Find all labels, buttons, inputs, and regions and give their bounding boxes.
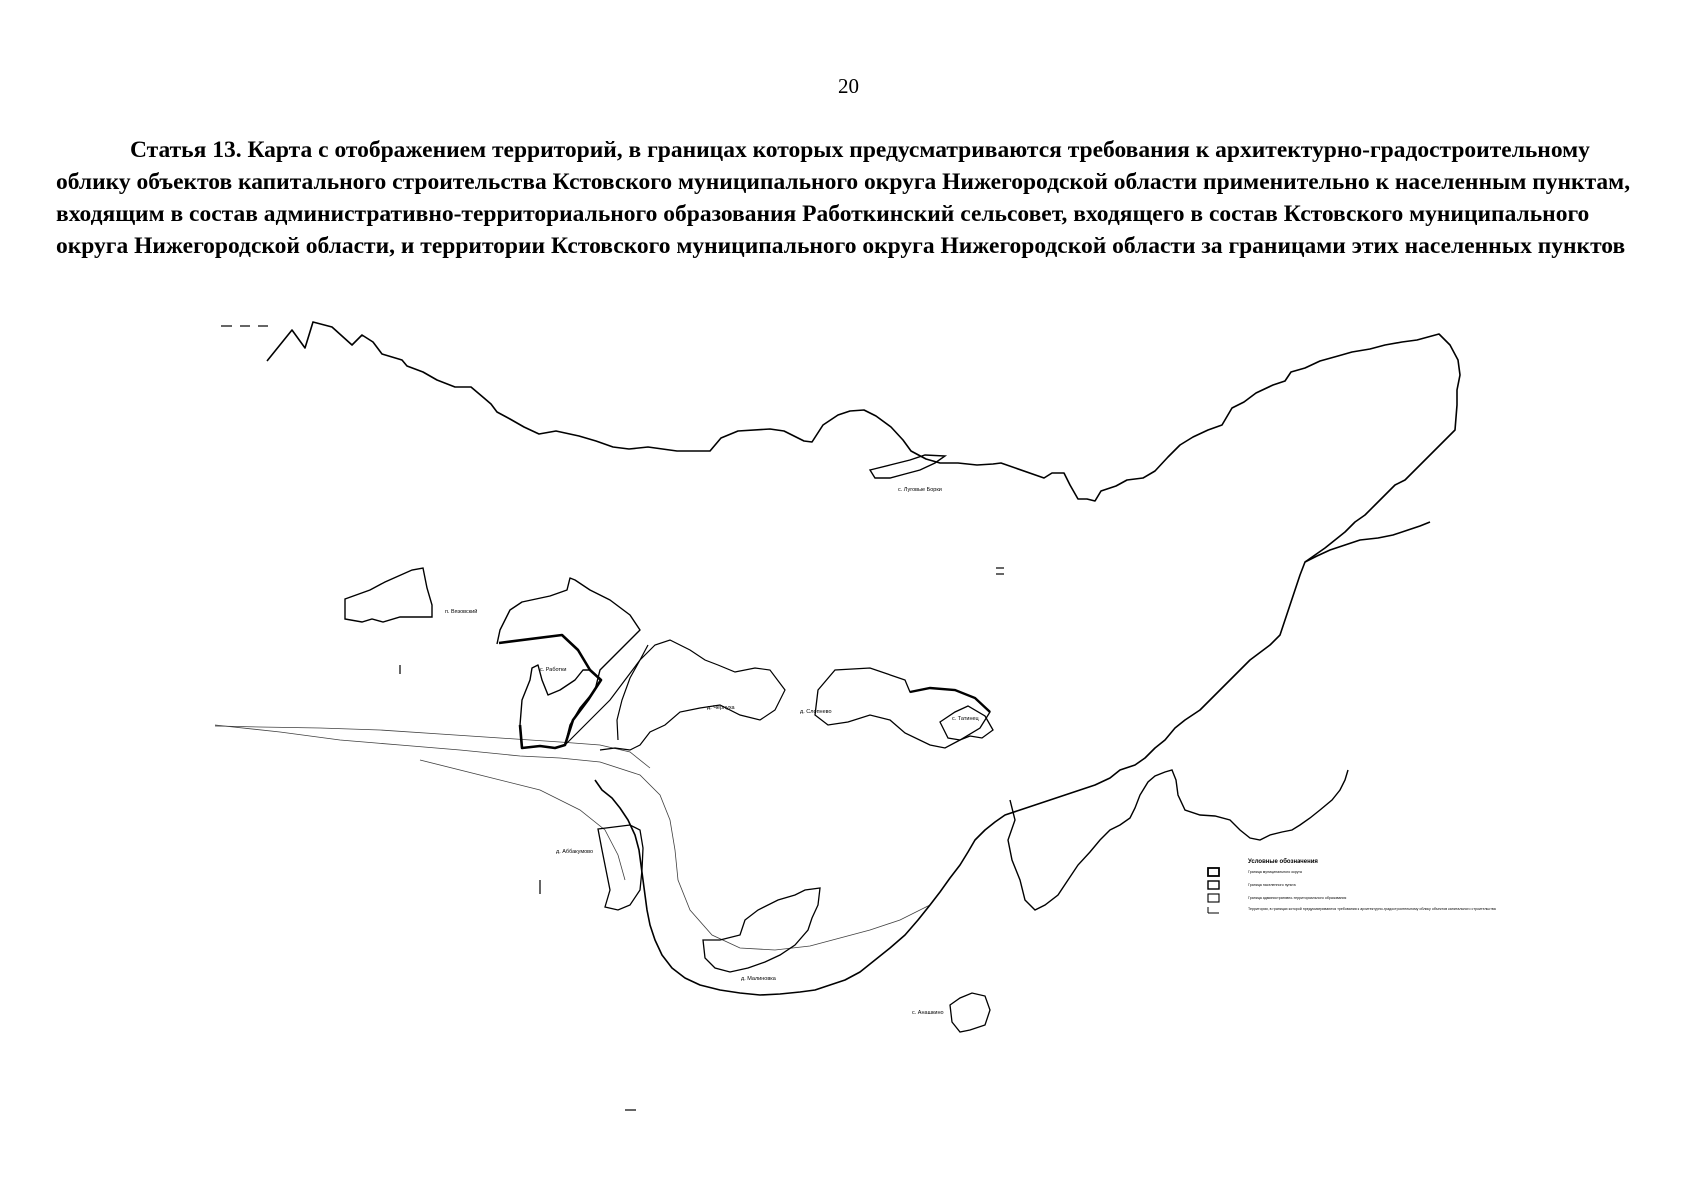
legend [1208, 858, 1496, 913]
slopnevo-area [815, 668, 993, 748]
settlement-vyazovsky [345, 568, 432, 622]
river-bank-south [215, 725, 930, 950]
rabotki-area [497, 578, 640, 748]
legend-item-admin: Граница административно-территориального образования [1248, 896, 1347, 900]
label-anashkino: с. Анашкино [912, 1010, 944, 1016]
label-lugovye-borki: с. Луговые Борки [898, 487, 942, 493]
slopnevo-bold-edge [910, 688, 990, 712]
district-boundary [267, 322, 1460, 995]
legend-item-district: Граница муниципального округа [1248, 870, 1302, 874]
river-banks [215, 725, 930, 950]
district-boundary-north [267, 322, 1460, 995]
settlement-rabotki-inner [520, 665, 590, 725]
label-abbakumovo: д. Аббакумово [556, 849, 594, 855]
label-slopnevo: д. Слопнево [800, 709, 832, 715]
label-chernukha: д. Чернуха [707, 705, 735, 711]
settlement-rabotki [497, 578, 640, 745]
legend-swatch-admin [1208, 894, 1219, 902]
legend-item-settlement: Граница населенного пункта [1248, 883, 1296, 887]
settlement-lugovye-borki [870, 455, 945, 478]
district-boundary-east [1008, 770, 1348, 910]
settlement-malinovka [703, 888, 820, 972]
label-rabotki: с. Работки [540, 667, 567, 673]
label-tatinets: с. Татинец [952, 716, 979, 722]
label-malinovka: д. Малиновка [741, 976, 776, 982]
label-vyazovsky: п. Вязовский [445, 609, 478, 615]
legend-swatch-settlement [1208, 881, 1219, 889]
chernukha-area [565, 640, 785, 750]
page-number: 20 [838, 74, 859, 98]
legend-item-territory: Территории, в границах которой предусматриваются требования к архитектурно-градостроительному облику объектов капитального строительства [1248, 907, 1496, 911]
map-marks [221, 326, 1004, 1110]
settlement-chernukha [565, 640, 785, 750]
settlement-tatinets [940, 706, 993, 740]
admin-boundary-rabotki [499, 635, 601, 748]
settlement-anashkino [950, 993, 990, 1032]
legend-swatch-district [1208, 868, 1219, 876]
chernukha-strip [617, 645, 648, 740]
article-title: Статья 13. Карта с отображением территорий, в границах которых предусматриваются требования к архитектурно-градостроительному облику объектов капитального строительства Кстовского муниципального округа Нижегородской области применительно к населенным пунктам, входящим в состав административно-территориального образования Работкинский сельсовет, входящего в состав Кстовского муниципального округа Нижегородской области, и территории Кстовского муниципального округа Нижегородской области за границами этих населенных пунктов [56, 137, 1631, 259]
road-line [420, 760, 625, 880]
district-boundary-river [1305, 522, 1430, 562]
legend-title: Условные обозначения [1248, 859, 1318, 865]
